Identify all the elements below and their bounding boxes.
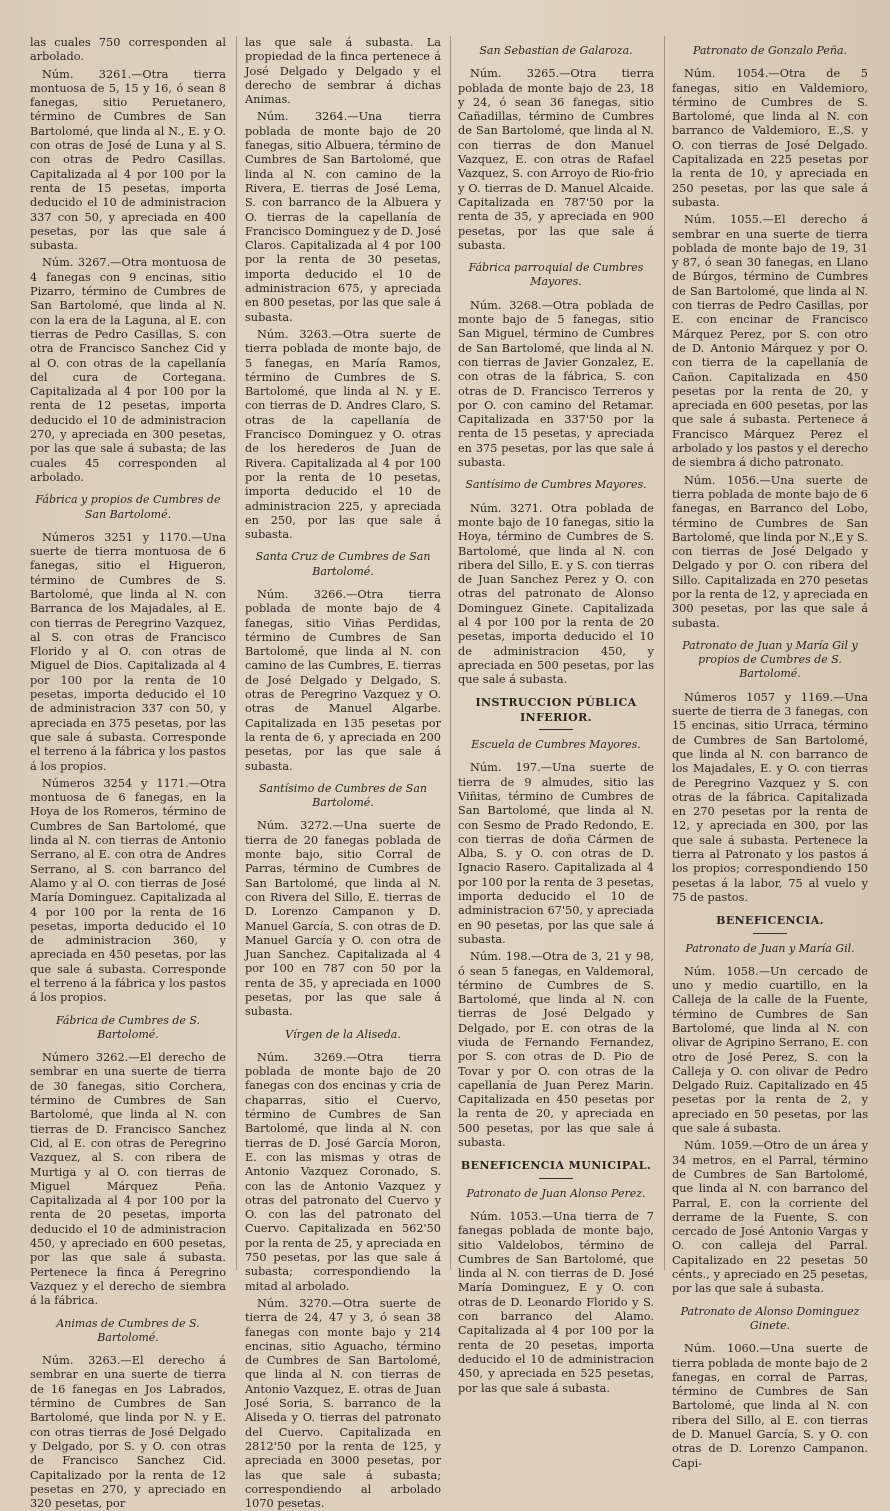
lot-paragraph: Número 3262.—El derecho de sembrar en una suerte de tierra de 30 fanegas, sitio Corchera, término de Cumbres de San Bartolomé, que linda al N. con tierras de D. Francisco Sanchez Cid, al E. con otras de Peregrino Vazquez, al S. con ribera de Murtiga y al O. con tierras de Miguel Márquez Peña. Capitalizada al 4 por 100 por la renta de 20 pesetas, importa deducido el 10 de administracion 450, y apreciado en 600 pesetas, por las que sale á subasta. Pertenece la finca á Peregrino Vazquez y el derecho de siembra á la fábrica. bbox=[30, 1051, 226, 1308]
lot-paragraph: Núm. 197.—Una suerte de tierra de 9 almudes, sitio las Viñitas, término de Cumbres de San Bartolomé, que linda al N. con Sesmo de Prado Redondo, E. con tierras de doña Cármen de Alba, S. y O. con otras de D. Ignacio Rasero. Capitalizada al 4 por 100 por la renta de 3 pesetas, importa deducido el 10 de administracion 67'50, y apreciada en 90 pesetas, por las que sale á subasta. bbox=[458, 761, 654, 946]
section-heading: Patronato de Juan Alonso Perez. bbox=[466, 1186, 646, 1200]
lot-paragraph: Núm. 3265.—Otra tierra poblada de monte bajo de 23, 18 y 24, ó sean 36 fanegas, sitio Cañadillas, término de Cumbres de San Bartolomé, que linda al N. con tierras de don Manuel Vazquez, E. con otras de Rafael Vazquez, S. con Arroyo de Rio-frio y O. tierras de D. Manuel Alcaide. Capitalizada en 787'50 por la renta de 35, y apreciada en 900 pesetas, por las que sale á subasta. bbox=[458, 67, 654, 252]
lot-paragraph: Núm. 3269.—Otra tierra poblada de monte bajo de 20 fanegas con dos encinas y cria de chaparras, sitio el Cuervo, término de Cumbres de San Bartolomé, que linda al N. con tierras de D. José García Moron, E. con las mismas y otras de Antonio Vazquez Coronado, S. con las de Antonio Vazquez y otras del patronato del Cuervo y O. con las del patronato del Cuervo. Capitalizada en 562'50 por la renta de 25, y apreciada en 750 pesetas, por las que sale á subasta; correspondiendo la mitad al arbolado. bbox=[245, 1050, 441, 1293]
lot-paragraph: Núm. 3264.—Una tierra poblada de monte bajo de 20 fanegas, sitio Albuera, término de Cumbres de San Bartolomé, que linda al N. con camino de la Rivera, E. tierras de José Lema, S. con barranco de la Albuera y O. tierras de la capellanía de Francisco Dominguez y de D. José Claros. Capitalizada al 4 por 100 por la renta de 30 pesetas, importa deducido el 10 de administracion 675, y apreciada en 800 pesetas, por las que sale á subasta. bbox=[245, 110, 441, 324]
lot-paragraph: Núm. 3263.—Otra suerte de tierra poblada de monte bajo, de 5 fanegas, en María Ramos, término de Cumbres de S. Bartolomé, que linda al N. y E. con tierras de D. Andres Claro, S. otras de la capellanía de Francisco Dominguez y O. otras de los herederos de Juan de Rivera. Capitalizada al 4 por 100 por la renta de 10 pesetas, importa deducido el 10 de administracion 225, y apreciada en 250, por las que sale á subasta. bbox=[245, 327, 441, 542]
lot-paragraph: Números 3254 y 1171.—Otra montuosa de 6 fanegas, en la Hoya de los Romeros, término de Cumbres de San Bartolomé, que linda al N. con tierras de Antonio Serrano, al E. con otra de Andres Serrano, al S. con barranco del Alamo y al O. con tierras de José María Dominguez. Capitalizada al 4 por 100 por la renta de 16 pesetas, importa deducido el 10 de administracion 360, y apreciada en 450 pesetas, por las que sale á subasta. Corresponde el terreno á la fábrica y los pastos á los propios. bbox=[30, 776, 226, 1005]
section-heading: Santísimo de Cumbres de San Bartolomé. bbox=[259, 781, 427, 810]
section-heading: San Sebastian de Galaroza. bbox=[479, 44, 633, 57]
section-heading: Fábrica parroquial de Cumbres Mayores. bbox=[468, 261, 644, 289]
lot-paragraph: Núm. 1054.—Otra de 5 fanegas, sitio en Valdemioro, término de Cumbres de S. Bartolomé, que linda al N. con barranco de Valdemioro, E.,S. y O. con tierras de José Delgado. Capitalizada en 225 pesetas por la renta de 10, y apreciada en 250 pesetas, por las que sale á subasta. bbox=[672, 67, 868, 209]
lot-paragraph: Núm. 1060.—Una suerte de tierra poblada de monte bajo de 2 fanegas, en corral de Parras, término de Cumbres de San Bartolomé, que linda al N. con ribera del Sillo, al E. con tierras de D. Manuel García, S. y O. con otras de D. Lorenzo Campanon. Capi- bbox=[672, 1342, 868, 1470]
lot-paragraph: las cuales 750 corresponden al arbolado. bbox=[30, 36, 226, 64]
section-heading: Patronato de Alonso Dominguez Ginete. bbox=[680, 1304, 860, 1332]
section-title: BENEFICENCIA MUNICIPAL. bbox=[460, 1159, 652, 1173]
section-title: BENEFICENCIA. bbox=[716, 914, 824, 928]
lot-paragraph: Núm. 3270.—Otra suerte de tierra de 24, 47 y 3, ó sean 38 fanegas con monte bajo y 214 encinas, sitio Aguacho, término de Cumbres de San Bartolomé, que linda al N. con tierras de Antonio Vazquez, E. otras de Juan José Soria, S. barranco de la Aliseda y O. tierras del patronato del Cuervo. Capitalizada en 2812'50 por la renta de 125, y apreciada en 3000 pesetas, por las que sale á subasta; correspondiendo al arbolado 1070 pesetas. bbox=[245, 1296, 441, 1511]
lot-paragraph: Núm. 3272.—Una suerte de tierra de 20 fanegas poblada de monte bajo, sitio Corral de Parras, término de Cumbres de San Bartolomé, que linda al N. con Rivera del Sillo, E. tierras de D. Lorenzo Campanon y D. Manuel García, S. con otras de D. Manuel García y O. con otra de Juan Sanchez. Capitalizada al 4 por 100 en 787 con 50 por la renta de 35, y apreciada en 1000 pesetas, por las que sale á subasta. bbox=[245, 819, 441, 1019]
column-4 bbox=[672, 36, 868, 1470]
section-title: INSTRUCCION PÚBLICA INFERIOR. bbox=[475, 696, 637, 724]
lot-paragraph: Núm. 3263.—El derecho á sembrar en una suerte de tierra de 16 fanegas en Jos Labrados, término de Cumbres de San Bartolomé, que linda por N. y E. con otras tierras de José Delgado y Delgado, por S. y O. con otras de Francisco Sanchez Cid. Capitalizado por la renta de 12 pesetas en 270, y apreciado en 320 pesetas, por bbox=[30, 1354, 226, 1511]
lot-paragraph: Núm. 1055.—El derecho á sembrar en una suerte de tierra poblada de monte bajo de 19, 31 y 87, ó sean 30 fanegas, en Llano de Búrgos, término de Cumbres de San Bartolomé, que linda al N. con tierras de Pedro Casillas, por E. con encinar de Francisco Márquez Perez, por S. con otro de D. Antonio Márquez y por O. con tierra de la capellanía de Cañon. Capitalizada en 450 pesetas por la renta de 20, y apreciada en 600 pesetas, por las que sale á subasta. Pertenece á Francisco Márquez Perez el arbolado y los pastos y el derecho de siembra á dicho patronato. bbox=[672, 213, 868, 470]
lot-paragraph: Núm. 3268.—Otra poblada de monte bajo de 5 fanegas, sitio San Miguel, término de Cumbres de San Bartolomé, que linda al N. con tierras de Javier Gonzalez, E. con otras de la fábrica, S. con otras de D. Francisco Terreros y por O. con camino del Retamar. Capitalizada en 337'50 por la renta de 15 pesetas, y apreciada en 375 pesetas, por las que sale á subasta. bbox=[458, 298, 654, 470]
column-rule bbox=[664, 36, 665, 1270]
lot-paragraph: Núm. 1056.—Una suerte de tierra poblada de monte bajo de 6 fanegas, en Barranco del Lobo, término de Cumbres de San Bartolomé, que linda por N.,E y S. con tierras de José Delgado y Delgado y por O. con ribera del Sillo. Capitalizada en 270 pesetas por la renta de 12, y apreciada en 300 pesetas, por las que sale á subasta. bbox=[672, 473, 868, 630]
lot-paragraph: Núm. 3261.—Otra tierra montuosa de 5, 15 y 16, ó sean 8 fanegas, sitio Peruetanero, término de Cumbres de San Bartolomé, que linda al N., E. y O. con otras de José de Luna y al S. con otras de Pedro Casillas. Capitalizada al 4 por 100 por la renta de 15 pesetas, importa deducido el 10 de administracion 337 con 50, y apreciada en 400 pesetas, por las que sale á subasta. bbox=[30, 67, 226, 253]
section-heading: Patronato de Juan y María Gil. bbox=[685, 941, 855, 955]
section-heading: Patronato de Gonzalo Peña. bbox=[692, 44, 848, 57]
lot-paragraph: Núm. 3271. Otra poblada de monte bajo de 10 fanegas, sitio la Hoya, término de Cumbres de S. Bartolomé, que linda al N. con ribera del Sillo, E. y S. con tierras de Juan Sanchez Perez y O. con otras del patronato de Alonso Dominguez Ginete. Capitalizada al 4 por 100 por la renta de 20 pesetas, importa deducido el 10 de administracion 450, y apreciada en 500 pesetas, por las que sale á subasta. bbox=[458, 501, 654, 687]
section-heading: Patronato de Juan y María Gil y propios de Cumbres de S. Bartolomé. bbox=[682, 638, 858, 681]
column-rule bbox=[236, 36, 237, 1270]
lot-paragraph: Núm. 1059.—Otro de un área y 34 metros, en el Parral, término de Cumbres de San Bartolomé, que linda al N. con barranco del Parral, E. con la corriente del derrame de la Fuente, S. con cercado de José Antonio Vargas y O. con calleja del Parral. Capitalizado en 22 pesetas 50 cénts., y apreciado en 25 pesetas, por las que sale á subasta. bbox=[672, 1139, 868, 1296]
lot-paragraph: Núm. 3266.—Otra tierra poblada de monte bajo de 4 fanegas, sitio Viñas Perdidas, término de Cumbres de San Bartolomé, que linda al N. con camino de las Cumbres, E. tierras de José Delgado y Delgado, S. otras de Peregrino Vazquez y O. otras de Manuel Algarbe. Capitalizada en 135 pesetas por la renta de 6, y apreciada en 200 pesetas, por las que sale á subasta. bbox=[245, 587, 441, 773]
column-1 bbox=[30, 36, 226, 1511]
lot-paragraph: Núm. 3267.—Otra montuosa de 4 fanegas con 9 encinas, sitio Pizarro, término de Cumbres de San Bartolomé, que linda al N. con la era de la Laguna, al E. con tierras de Pedro Casillas, S. con otra de Francisco Sanchez Cid y al O. con otras de la capellanía del cura de Cortegana. Capitalizada al 4 por 100 por la renta de 12 pesetas, importa deducido el 10 de administracion 270, y apreciada en 300 pesetas, por las que sale á subasta; de las cuales 45 corresponden al arbolado. bbox=[30, 256, 226, 484]
column-3 bbox=[458, 36, 654, 1395]
lot-paragraph: Números 1057 y 1169.—Una suerte de tierra de 3 fanegas, con 15 encinas, sitio Urraca, término de Cumbres de San Bartolomé, que linda al N. con barranco de los Majadales, E. y O. con tierras de Peregrino Vazquez y S. con otras de la fábrica. Capitalizada en 270 pesetas por la renta de 12, y apreciada en 300, por las que sale á subasta. Pertenece la tierra al Patronato y los pastos á los propios; correspondiendo 150 pesetas á la labor, 75 al vuelo y 75 de pastos. bbox=[672, 690, 868, 904]
lot-paragraph: Números 3251 y 1170.—Una suerte de tierra montuosa de 6 fanegas, sitio el Higueron, término de Cumbres de S. Bartolomé, que linda al N. con Barranca de los Majadales, al E. con tierras de Peregrino Vazquez, al S. con otras de Francisco Florido y al O. con otras de Miguel de Dios. Capitalizada al 4 por 100 por la renta de 10 pesetas, importa deducido el 10 de administracion 337 con 50, y apreciada en 375 pesetas, por las que sale á subasta. Corresponde el terreno á la fábrica y los pastos á los propios. bbox=[30, 530, 226, 773]
section-heading: Santísimo de Cumbres Mayores. bbox=[465, 478, 647, 492]
section-heading: Vírgen de la Aliseda. bbox=[285, 1027, 401, 1041]
column-2 bbox=[245, 36, 441, 1511]
section-heading: Fábrica y propios de Cumbres de San Bartolomé. bbox=[35, 493, 221, 521]
column-rule bbox=[450, 36, 451, 1270]
section-heading: Fábrica de Cumbres de S. Bartolomé. bbox=[55, 1013, 201, 1041]
lot-paragraph: Núm. 1058.—Un cercado de uno y medio cuartillo, en la Calleja de la calle de la Fuente, término de Cumbres de San Bartolomé, que linda al N. con olivar de Agripino Serrano, E. con otro de José Perez, S. con la Calleja y O. con olivar de Pedro Delgado Ruiz. Capitalizado en 45 pesetas por la renta de 2, y apreciado en 50 pesetas, por las que sale á subasta. bbox=[672, 964, 868, 1136]
section-heading: Animas de Cumbres de S. Bartolomé. bbox=[56, 1316, 200, 1344]
divider bbox=[539, 729, 573, 730]
divider bbox=[753, 933, 787, 934]
lot-paragraph: Núm. 198.—Otra de 3, 21 y 98, ó sean 5 fanegas, en Valdemoral, término de Cumbres de S. Bartolomé, que linda al N. con tierras de José Delgado y Delgado, por E. con otras de la viuda de Fernando Fernandez, por S. con otras de D. Pio de Tovar y por O. con otras de la capellanía de Juan Perez Marin. Capitalizada en 450 pesetas por la renta de 20, y apreciada en 500 pesetas, por las que sale á subasta. bbox=[458, 950, 654, 1150]
divider bbox=[539, 1178, 573, 1179]
section-heading: Escuela de Cumbres Mayores. bbox=[471, 738, 641, 752]
section-heading: Santa Cruz de Cumbres de San Bartolomé. bbox=[255, 550, 431, 578]
lot-paragraph: las que sale á subasta. La propiedad de la finca pertenece á José Delgado y Delgado y el derecho de sembrar á dichas Animas. bbox=[245, 36, 441, 107]
lot-paragraph: Núm. 1053.—Una tierra de 7 fanegas poblada de monte bajo, sitio Valdelobos, término de Cumbres de San Bartolomé, que linda al N. con tierras de D. José María Dominguez, E y O. con otras de D. Leonardo Florido y S. con barranco del Alamo. Capitalizada al 4 por 100 por la renta de 20 pesetas, importa deducido el 10 de administracion 450, y apreciada en 525 pesetas, por las que sale á subasta. bbox=[458, 1209, 654, 1395]
